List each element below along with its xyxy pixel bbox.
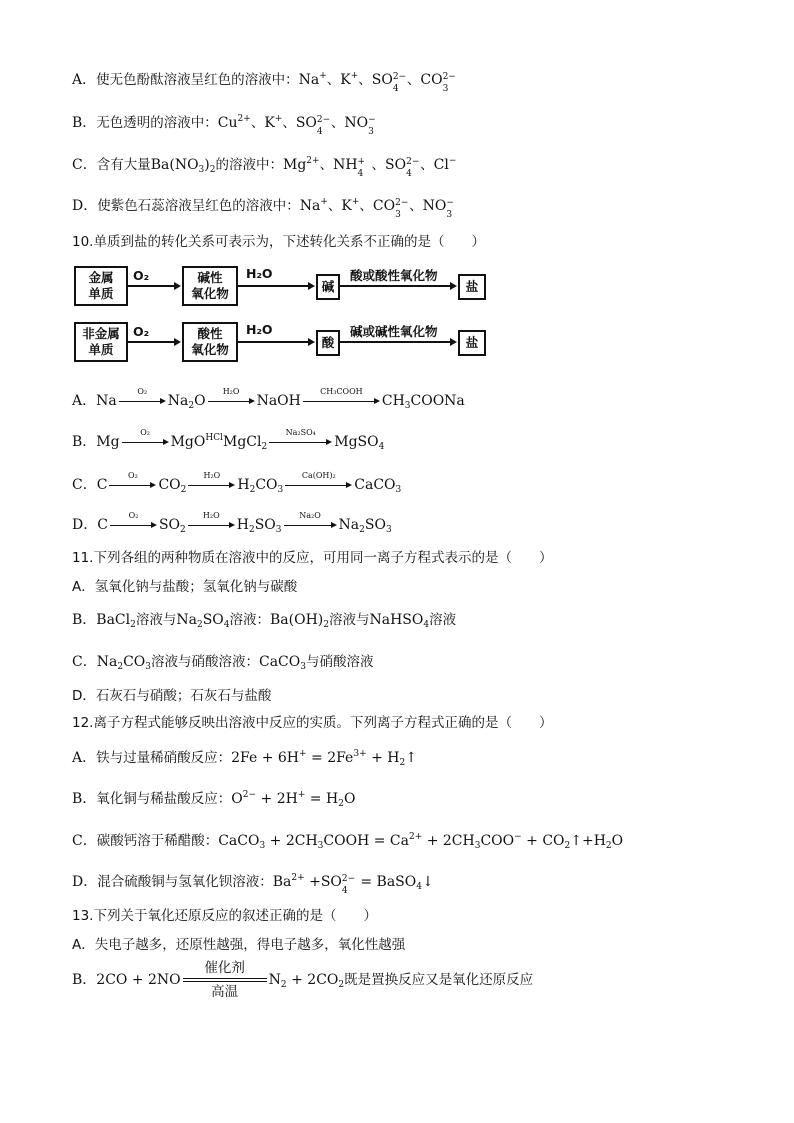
q10-option-c[interactable]: C．C O₂ $CO_2$ H₂O $H_2CO_3$ Ca(OH)₂ CaCO$_3$ bbox=[72, 471, 402, 495]
q10-stem: 10.单质到盐的转化关系可表示为，下述转化关系不正确的是（ ） bbox=[72, 234, 485, 250]
diagram-label-o2-2: O₂ bbox=[133, 324, 150, 339]
diagram-label-o2: O₂ bbox=[133, 268, 150, 283]
q13-option-b[interactable]: B．2CO + 2NO $\frac{\text{催化剂}}{\text{高温}}$ $N_2 + 2CO_2$既是置换反应又是氧化还原反应 bbox=[72, 960, 534, 1000]
diagram-box-acidic-oxide: 酸性 氧化物 bbox=[182, 322, 238, 362]
q11-option-d[interactable]: D．石灰石与硝酸；石灰石与盐酸 bbox=[72, 688, 272, 704]
diagram-label-base-or-oxide: 碱或碱性氧化物 bbox=[350, 324, 438, 339]
diagram-label-h2o: H₂O bbox=[246, 266, 273, 281]
diagram-box-metal: 金属 单质 bbox=[74, 266, 128, 306]
q11-option-a[interactable]: A．氢氧化钠与盐酸；氢氧化钠与碳酸 bbox=[72, 579, 298, 595]
diagram-box-salt: 盐 bbox=[458, 274, 486, 300]
q9-option-b[interactable]: B．无色透明的溶液中：$Cu^{2+}$、K+、SO 2− 4 、NO − 3 bbox=[72, 114, 376, 137]
q11-stem: 11.下列各组的两种物质在溶液中的反应，可用同一离子方程式表示的是（ ） bbox=[72, 550, 553, 566]
q10-option-a[interactable]: A．Na O₂ $Na_2O$ H₂O NaOH CH₃COOH $CH_3COONa$ bbox=[72, 387, 465, 411]
diagram-box-base: 碱 bbox=[316, 274, 340, 300]
conversion-diagram bbox=[72, 262, 479, 372]
q12-option-a[interactable]: A．铁与过量稀硝酸反应：$2Fe + 6H^+ = 2Fe^{3+}$ + $H_2↑$ bbox=[72, 749, 417, 768]
q12-option-b[interactable]: B．氧化铜与稀盐酸反应：$O^{2-} + 2H^+ = H_2O$ bbox=[72, 790, 356, 809]
q10-option-b[interactable]: B．Mg O₂ MgO$^{HCl}$MgCl$_2$ Na₂SO₄ MgSO$_4$ bbox=[72, 428, 385, 452]
q13-stem: 13.下列关于氧化还原反应的叙述正确的是（ ） bbox=[72, 908, 377, 924]
diagram-label-acid-or-oxide: 酸或酸性氧化物 bbox=[350, 268, 438, 283]
q12-option-c[interactable]: C．碳酸钙溶于稀醋酸：CaCO$_3$ + $2CH_3COOH = Ca^{2+} + 2CH_3COO^-$ + $CO_2↑+H_2O$ bbox=[72, 832, 624, 851]
q9-option-d[interactable]: D．使紫色石蕊溶液呈红色的溶液中：Na+、K+、CO 2− 3 、NO − 3 bbox=[72, 197, 454, 220]
diagram-box-salt-2: 盐 bbox=[458, 330, 486, 356]
q9-option-c[interactable]: C．含有大量$Ba(NO_3)_2$的溶液中：$Mg^{2+}$、NH + 4 、SO 2− 4 、Cl− bbox=[72, 156, 457, 179]
q12-stem: 12.离子方程式能够反映出溶液中反应的实质。下列离子方程式正确的是（ ） bbox=[72, 715, 553, 731]
diagram-box-acid: 酸 bbox=[316, 330, 340, 356]
diagram-label-h2o-2: H₂O bbox=[246, 322, 273, 337]
q12-option-d[interactable]: D．混合硫酸铜与氢氧化钡溶液：$Ba^{2+} +SO$ 2− 4 = BaSO$_4$↓ bbox=[72, 873, 434, 896]
q9-option-a[interactable]: A．使无色酚酞溶液呈红色的溶液中：Na+、K+、SO 2− 4 、CO 2− 3 bbox=[72, 71, 456, 94]
q11-option-b[interactable]: B．BaCl$_2$溶液与$Na_2SO_4$溶液：$Ba(OH)_2$溶液与NaHSO$_4$溶液 bbox=[72, 612, 457, 630]
reaction-condition: $\frac{\text{催化剂}}{\text{高温}}$ bbox=[183, 958, 267, 1002]
diagram-box-nonmetal: 非金属 单质 bbox=[74, 322, 128, 362]
q11-option-c[interactable]: C．$Na_2CO_3$溶液与硝酸溶液：CaCO$_3$与硝酸溶液 bbox=[72, 654, 374, 672]
q10-option-d[interactable]: D．C O₂ $SO_2$ H₂O $H_2SO_3$ Na₂O $Na_2SO_3$ bbox=[72, 511, 392, 535]
diagram-box-basic-oxide: 碱性 氧化物 bbox=[182, 266, 238, 306]
q13-option-a[interactable]: A．失电子越多，还原性越强，得电子越多，氧化性越强 bbox=[72, 937, 406, 953]
